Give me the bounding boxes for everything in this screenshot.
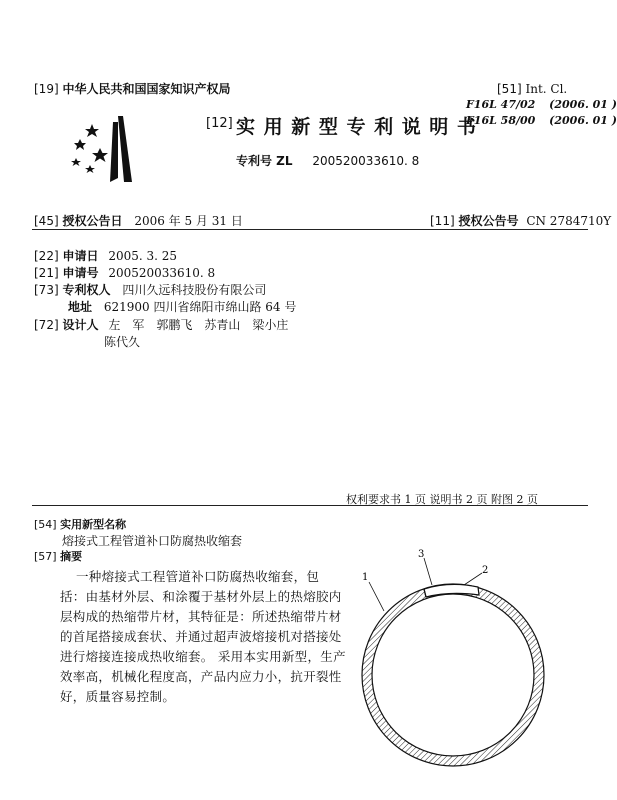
patent-no-label: 专利号 ZL: [236, 154, 293, 168]
classification-entry: F16L 58/00 (2006. 01 ): [466, 114, 617, 127]
abstract-heading: [57] 摘要: [34, 550, 83, 563]
office-name: 中华人民共和国国家知识产权局: [62, 82, 231, 96]
sleeve-cross-section-figure: [352, 545, 552, 795]
grant-date-code: [45]: [34, 214, 59, 228]
sipo-emblem-logo: [66, 112, 144, 190]
abstract-line: 一种熔接式工程管道补口防腐热收缩套，包: [76, 569, 320, 584]
designers-continued: 陈代久: [104, 335, 141, 349]
grant-date-label: 授权公告日: [62, 214, 123, 228]
abstract-line: 的首尾搭接成套状、并通过超声波熔接机对搭接处: [60, 629, 342, 644]
page-summary: 权利要求书 1 页 说明书 2 页 附图 2 页: [346, 493, 538, 506]
designers-row: [72] 设计人 左 军 郭鹏飞 苏青山 梁小庄: [34, 318, 289, 332]
abstract-line: 效率高，机械化程度高，产品内应力小，抗开裂性: [60, 669, 342, 684]
classification-label: Int. Cl.: [525, 82, 568, 96]
grant-no-code: [11]: [430, 214, 455, 228]
grant-no-value: CN 2784710Y: [526, 214, 612, 228]
grant-no-row: [430, 212, 611, 229]
patent-number-row: [236, 152, 419, 169]
classification-header: [497, 82, 567, 96]
grant-no-label: 授权公告号: [458, 214, 519, 228]
grant-date-row: [34, 212, 243, 229]
star-icon: [85, 165, 95, 173]
divider: [32, 505, 588, 506]
figure-label: 1: [362, 572, 369, 583]
leader-line-2: [464, 573, 482, 585]
star-icon: [74, 139, 86, 150]
abstract-line: 括：由基材外层、和涂覆于基材外层上的热熔胶内: [60, 589, 342, 604]
utility-model-heading: [54] 实用新型名称: [34, 518, 127, 531]
utility-model-name: 熔接式工程管道补口防腐热收缩套: [62, 534, 243, 548]
classification-code: [51]: [497, 82, 522, 96]
address-row: 地址 621900 四川省绵阳市绵山路 64 号: [68, 300, 297, 314]
patent-no-value: 200520033610. 8: [312, 154, 420, 168]
sleeve-ring: [367, 589, 539, 761]
star-icon: [85, 124, 99, 137]
abstract-line: 好，质量容易控制。: [60, 689, 176, 704]
leader-line-1: [369, 582, 384, 611]
doc-type-title: 实 用 新 型 专 利 说 明 书: [236, 116, 477, 138]
figure-label: 3: [418, 549, 425, 560]
application-no-row: [21] 申请号 200520033610. 8: [34, 266, 216, 280]
grant-date-value: 2006 年 5 月 31 日: [134, 214, 243, 228]
star-icon: [71, 158, 81, 166]
star-icon: [92, 148, 108, 162]
abstract-line: 层构成的热缩带片材，其特征是：所述热缩带片材: [60, 609, 342, 624]
doc-type-code: [12]: [206, 116, 233, 131]
figure-label: 2: [482, 565, 489, 576]
leader-line-3: [424, 558, 432, 585]
filing-date-row: [22] 申请日 2005. 3. 25: [34, 249, 178, 263]
abstract-line: 进行熔接连接成热收缩套。 采用本实用新型，生产: [60, 649, 346, 664]
classification-entry: F16L 47/02 (2006. 01 ): [466, 98, 617, 111]
office-header: [34, 80, 230, 97]
divider: [32, 229, 588, 230]
office-code: [19]: [34, 82, 59, 96]
patentee-row: [73] 专利权人 四川久远科技股份有限公司: [34, 283, 267, 297]
